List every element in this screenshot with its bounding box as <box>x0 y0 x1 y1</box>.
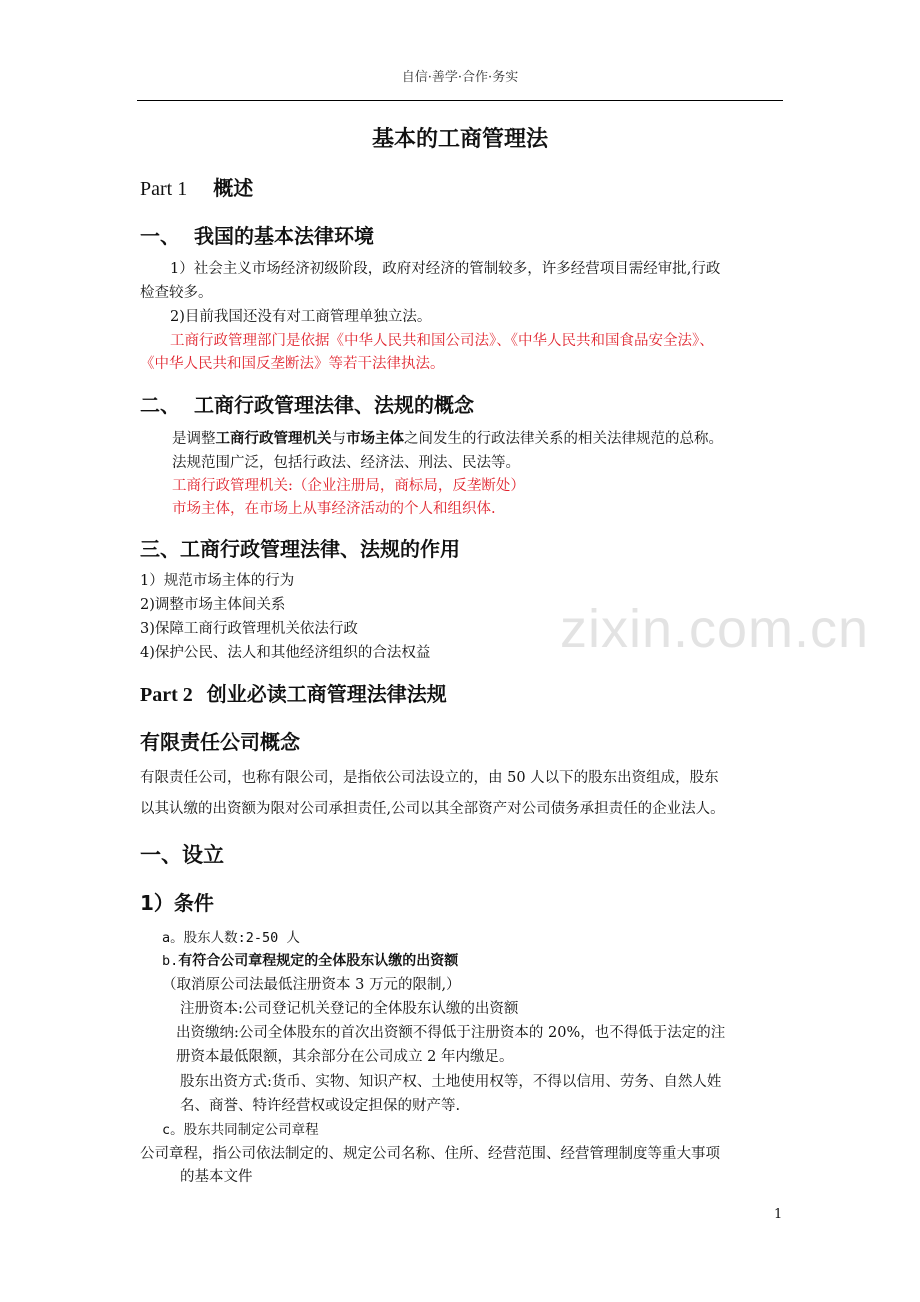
sec2-p2: 法规范围广泛，包括行政法、经济法、刑法、民法等。 <box>172 455 520 471</box>
condition-b-note: （取消原公司法最低注册资本 3 万元的限制,） <box>162 977 461 993</box>
condition-b-prefix: b. <box>162 953 179 969</box>
header-rule <box>137 100 783 101</box>
sec2-p1-bold-subject: 市场主体 <box>346 430 404 447</box>
sec2-heading-text: 工商行政管理法律、法规的概念 <box>194 393 474 417</box>
setup-subheading: 1）条件 <box>140 891 214 915</box>
sec1-red-line2: 《中华人民共和国反垄断法》等若干法律执法。 <box>140 356 445 372</box>
condition-a: a。股东人数:2-50 人 <box>162 930 300 946</box>
llc-p-line2: 以其认缴的出资额为限对公司承担责任,公司以其全部资产对公司债务承担责任的企业法人。 <box>140 801 725 817</box>
sec3-item-3: 3)保障工商行政管理机关依法行政 <box>140 621 358 637</box>
sec1-p1-line2: 检查较多。 <box>140 285 213 301</box>
contribution-line1: 出资缴纳:公司全体股东的首次出资额不得低于注册资本的 20%，也不得低于法定的注 <box>176 1025 726 1041</box>
condition-b <box>162 950 458 972</box>
sec2-p1-mid: 与 <box>331 431 346 447</box>
sec3-heading: 三、工商行政管理法律、法规的作用 <box>140 537 460 561</box>
sec1-heading-text: 我国的基本法律环境 <box>194 224 374 248</box>
sec2-p1-bold-agency: 工商行政管理机关 <box>215 430 332 447</box>
page-number: 1 <box>774 1207 783 1222</box>
part1-heading <box>140 172 253 201</box>
condition-c: c。股东共同制定公司章程 <box>162 1122 319 1138</box>
sec1-heading-num: 一、 <box>140 224 180 248</box>
sec2-heading <box>140 389 474 418</box>
document-title: 基本的工商管理法 <box>371 127 548 152</box>
charter-line2: 的基本文件 <box>180 1169 253 1185</box>
sec1-red-line1: 工商行政管理部门是依据《中华人民共和国公司法》、《中华人民共和国食品安全法》、 <box>170 333 714 349</box>
sec2-red1: 工商行政管理机关:（企业注册局，商标局，反垄断处） <box>172 478 525 494</box>
part2-heading <box>140 678 447 707</box>
method-line1: 股东出资方式:货币、实物、知识产权、土地使用权等，不得以信用、劳务、自然人姓 <box>180 1074 722 1090</box>
sec2-p1 <box>172 428 723 450</box>
sec2-heading-num: 二、 <box>140 393 180 417</box>
part1-label: Part 1 <box>140 178 188 200</box>
sec2-red2: 市场主体，在市场上从事经济活动的个人和组织体. <box>172 501 496 517</box>
method-line2: 名、商誉、特许经营权或设定担保的财产等. <box>180 1098 461 1114</box>
part1-title: 概述 <box>213 176 254 200</box>
llc-heading: 有限责任公司概念 <box>140 730 300 754</box>
sec1-p1-line1: 1）社会主义市场经济初级阶段，政府对经济的管制较多，许多经营项目需经审批,行政 <box>170 261 721 277</box>
llc-p-line1: 有限责任公司，也称有限公司，是指依公司法设立的，由 50 人以下的股东出资组成，股东 <box>140 770 719 786</box>
running-header: 自信·善学·合作·务实 <box>401 70 519 85</box>
sec2-p1-post: 之间发生的行政法律关系的相关法律规范的总称。 <box>404 431 723 447</box>
sec3-item-2: 2)调整市场主体间关系 <box>140 597 286 613</box>
sec3-item-1: 1）规范市场主体的行为 <box>140 573 295 589</box>
condition-b-bold: 有符合公司章程规定的全体股东认缴的出资额 <box>178 953 459 969</box>
setup-heading: 一、设立 <box>140 843 224 867</box>
registered-capital: 注册资本:公司登记机关登记的全体股东认缴的出资额 <box>180 1001 519 1017</box>
charter-line1: 公司章程，指公司依法制定的、规定公司名称、住所、经营范围、经营管理制度等重大事项 <box>140 1146 720 1162</box>
contribution-line2: 册资本最低限额，其余部分在公司成立 2 年内缴足。 <box>176 1049 514 1065</box>
sec1-heading <box>140 220 374 249</box>
watermark: zixin.com.cn <box>560 599 870 659</box>
part2-label: Part 2 <box>140 684 193 706</box>
sec2-p1-pre: 是调整 <box>172 431 216 447</box>
sec1-p2: 2)目前我国还没有对工商管理单独立法。 <box>170 309 432 325</box>
sec3-item-4: 4)保护公民、法人和其他经济组织的合法权益 <box>140 645 431 661</box>
part2-title: 创业必读工商管理法律法规 <box>206 682 447 706</box>
